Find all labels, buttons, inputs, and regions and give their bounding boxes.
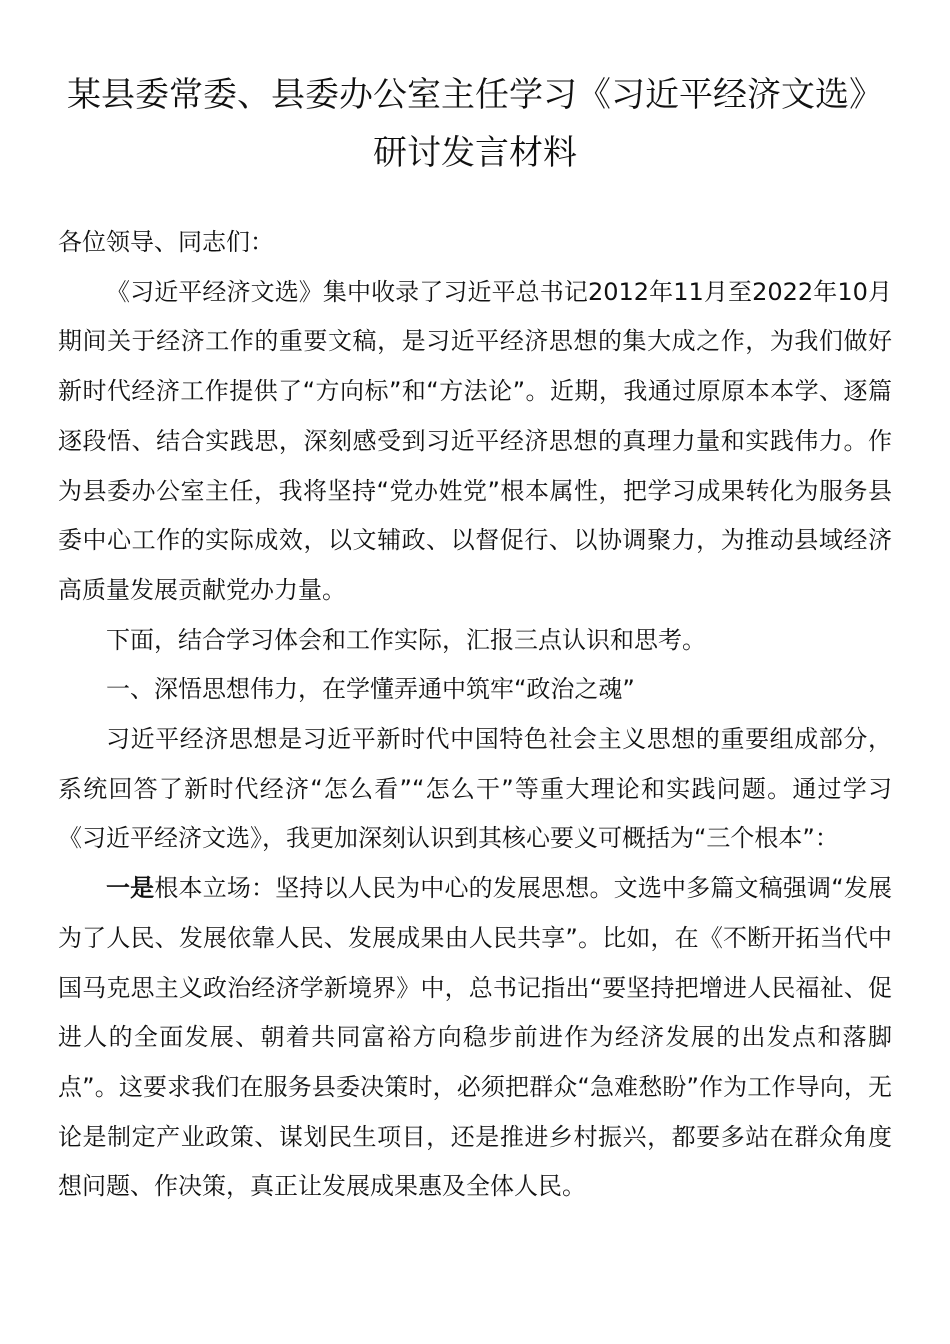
point-one-lead: 一是 <box>106 874 155 903</box>
paragraph-intro: 《习近平经济文选》集中收录了习近平总书记2012年11月至2022年10月期间关于经济工作的重要文稿，是习近平经济思想的集大成之作，为我们做好新时代经济工作提供了“方向标”和“方法论”。近期，我通过原原本本学、逐篇逐段悟、结合实践思，深刻感受到习近平经济思想的真理力量和实践伟力。作为县委办公室主任，我将坚持“党办姓党”根本属性，把学习成果转化为服务县委中心工作的实际成效，以文辅政、以督促行、以协调聚力，为推动县域经济高质量发展贡献党办力量。 <box>58 277 892 604</box>
section-heading-1: 一、深悟思想伟力，在学懂弄通中筑牢“政治之魂” <box>106 675 635 704</box>
document-body <box>58 218 892 1212</box>
point-one-text: 根本立场：坚持以人民为中心的发展思想。文选中多篇文稿强调“发展为了人民、发展依靠人民、发展成果由人民共享”。比如，在《不断开拓当代中国马克思主义政治经济学新境界》中，总书记指出“要坚持把增进人民福祉、促进人的全面发展、朝着共同富裕方向稳步前进作为经济发展的出发点和落脚点”。这要求我们在服务县委决策时，必须把群众“急难愁盼”作为工作导向，无论是制定产业政策、谋划民生项目，还是推进乡村振兴，都要多站在群众角度想问题、作决策，真正让发展成果惠及全体人民。 <box>58 874 893 1201</box>
paragraph-transition: 下面，结合学习体会和工作实际，汇报三点认识和思考。 <box>106 625 706 654</box>
paragraph-point-one <box>58 864 892 1212</box>
greeting: 各位领导、同志们： <box>58 228 274 256</box>
paragraph-core-meaning: 习近平经济思想是习近平新时代中国特色社会主义思想的重要组成部分，系统回答了新时代经济“怎么看”“怎么干”等重大理论和实践问题。通过学习《习近平经济文选》，我更加深刻认识到其核心要义可概括为“三个根本”： <box>58 725 892 853</box>
document-title: 某县委常委、县委办公室主任学习《习近平经济文选》研讨发言材料 <box>67 75 883 173</box>
